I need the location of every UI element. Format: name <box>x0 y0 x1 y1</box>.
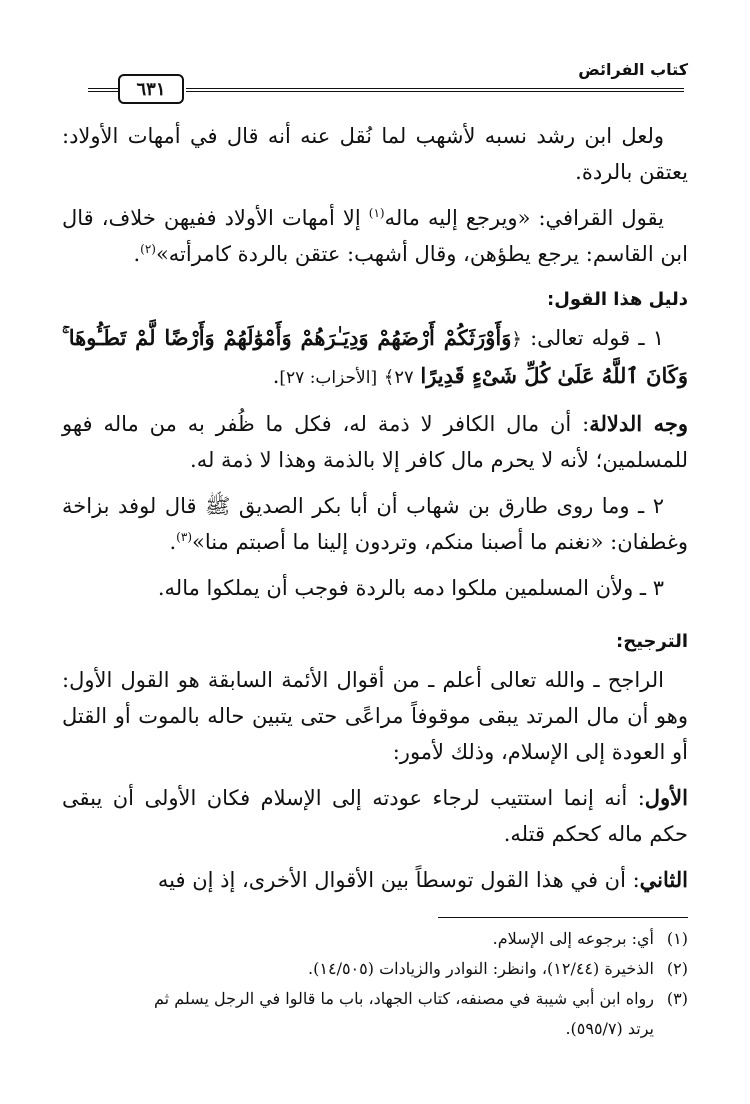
footnote-3 <box>62 984 688 1014</box>
footnote-1 <box>62 924 688 954</box>
first-text: : أنه إنما استتيب لرجاء عودته إلى الإسلام فكان الأولى أن يبقى حكم ماله كحكم قتله. <box>62 786 688 846</box>
quran-bracket-open: ﴿ <box>511 329 522 350</box>
reason-first <box>62 780 688 852</box>
quran-verse: وَأَوْرَثَكُمْ أَرْضَهُمْ وَدِيَـٰرَهُمْ وَأَمْوَٰلَهُمْ وَأَرْضًا لَّمْ تَطَـُٔوهَا ۚ وَكَانَ ٱللَّهُ عَلَىٰ كُلِّ شَىْءٍ قَدِيرًا <box>62 325 688 388</box>
qarafi-end: . <box>133 242 141 266</box>
footnote-2-number: (٢) <box>666 959 688 978</box>
footnote-2-text: الذخيرة (١٢/٤٤)، وانظر: النوادر والزيادات (١٤/٥٠٥). <box>308 959 654 978</box>
paragraph-qarafi <box>62 200 688 272</box>
section-heading-evidence: دليل هذا القول: <box>547 289 688 310</box>
evidence-2-end: . <box>169 530 177 554</box>
footnote-ref-3[interactable]: (٣) <box>176 530 192 544</box>
tarjih-paragraph: الراجح ـ والله تعالى أعلم ـ من أقوال الأئمة السابقة هو القول الأول: وهو أن مال المرتد يبقى موقوفاً مراعًى حتى يتبين حاله بالموت أو القتل أو العودة إلى الإسلام، وذلك لأمور: <box>62 668 688 764</box>
footnote-ref-1[interactable]: (١) <box>368 206 385 220</box>
footnote-2 <box>62 954 688 984</box>
wajh-text: : أن مال الكافر لا ذمة له، فكل ما ظُفر به من ماله فهو للمسلمين؛ لأنه لا يحرم مال كافر إلا بالذمة وهذا لا ذمة له. <box>62 412 688 472</box>
footnotes <box>62 924 688 1044</box>
evidence-1 <box>62 320 688 396</box>
footnote-3-number: (٣) <box>666 989 688 1008</box>
footnote-1-text: أي: برجوعه إلى الإسلام. <box>492 929 654 948</box>
first-label: الأول <box>644 785 688 810</box>
footnote-1-number: (١) <box>666 929 688 948</box>
reason-second <box>62 862 688 898</box>
footnote-3-continued: يرتد (٥٩٥/٧). <box>565 1019 654 1038</box>
second-label: الثاني <box>639 867 688 892</box>
evidence-1-prefix: ١ ـ قوله تعالى: <box>521 326 665 350</box>
running-title: كتاب الفرائض <box>578 60 688 79</box>
qarafi-text-b: إلا أمهات الأولاد ففيهن خلاف، قال ابن القاسم: يرجع يطؤهن، وقال أشهب: عتقن بالردة كامرأته» <box>62 206 688 266</box>
evidence-2-text: ٢ ـ وما روى طارق بن شهاب أن أبا بكر الصديق ﷺ قال لوفد بزاخة وغطفان: «نغنم ما أصبنا منكم، وتردون إلينا ما أصبتم منا» <box>62 494 688 554</box>
header-rule <box>186 88 684 92</box>
page-number: ٦٣١ <box>118 74 184 104</box>
main-text <box>62 118 688 908</box>
paragraph-1: ولعل ابن رشد نسبه لأشهب لما نُقل عنه أنه قال في أمهات الأولاد: يعتقن بالردة. <box>62 124 688 184</box>
wajh-dalala <box>62 406 688 478</box>
second-text: : أن في هذا القول توسطاً بين الأقوال الأخرى، إذ إن فيه <box>157 868 640 892</box>
quran-bracket-close: ﴾ <box>383 367 395 388</box>
footnote-3-text-a: رواه ابن أبي شيبة في مصنفه، كتاب الجهاد، باب ما قالوا في الرجل يسلم ثم <box>154 989 654 1008</box>
evidence-3: ٣ ـ ولأن المسلمين ملكوا دمه بالردة فوجب أن يملكوا ماله. <box>157 576 664 600</box>
surah-reference: [الأحزاب: ٢٧] <box>279 368 378 388</box>
header-rule-left <box>88 88 118 92</box>
section-heading-tarjih: الترجيح: <box>616 631 688 652</box>
evidence-1-end: . <box>272 364 280 388</box>
footnote-ref-2[interactable]: (٢) <box>140 242 156 256</box>
evidence-2 <box>62 488 688 560</box>
footnote-separator <box>438 917 688 918</box>
wajh-label: وجه الدلالة <box>589 411 688 436</box>
ayah-number-marker: ٢٧ <box>394 367 414 388</box>
qarafi-text-a: يقول القرافي: «ويرجع إليه ماله <box>384 206 664 230</box>
